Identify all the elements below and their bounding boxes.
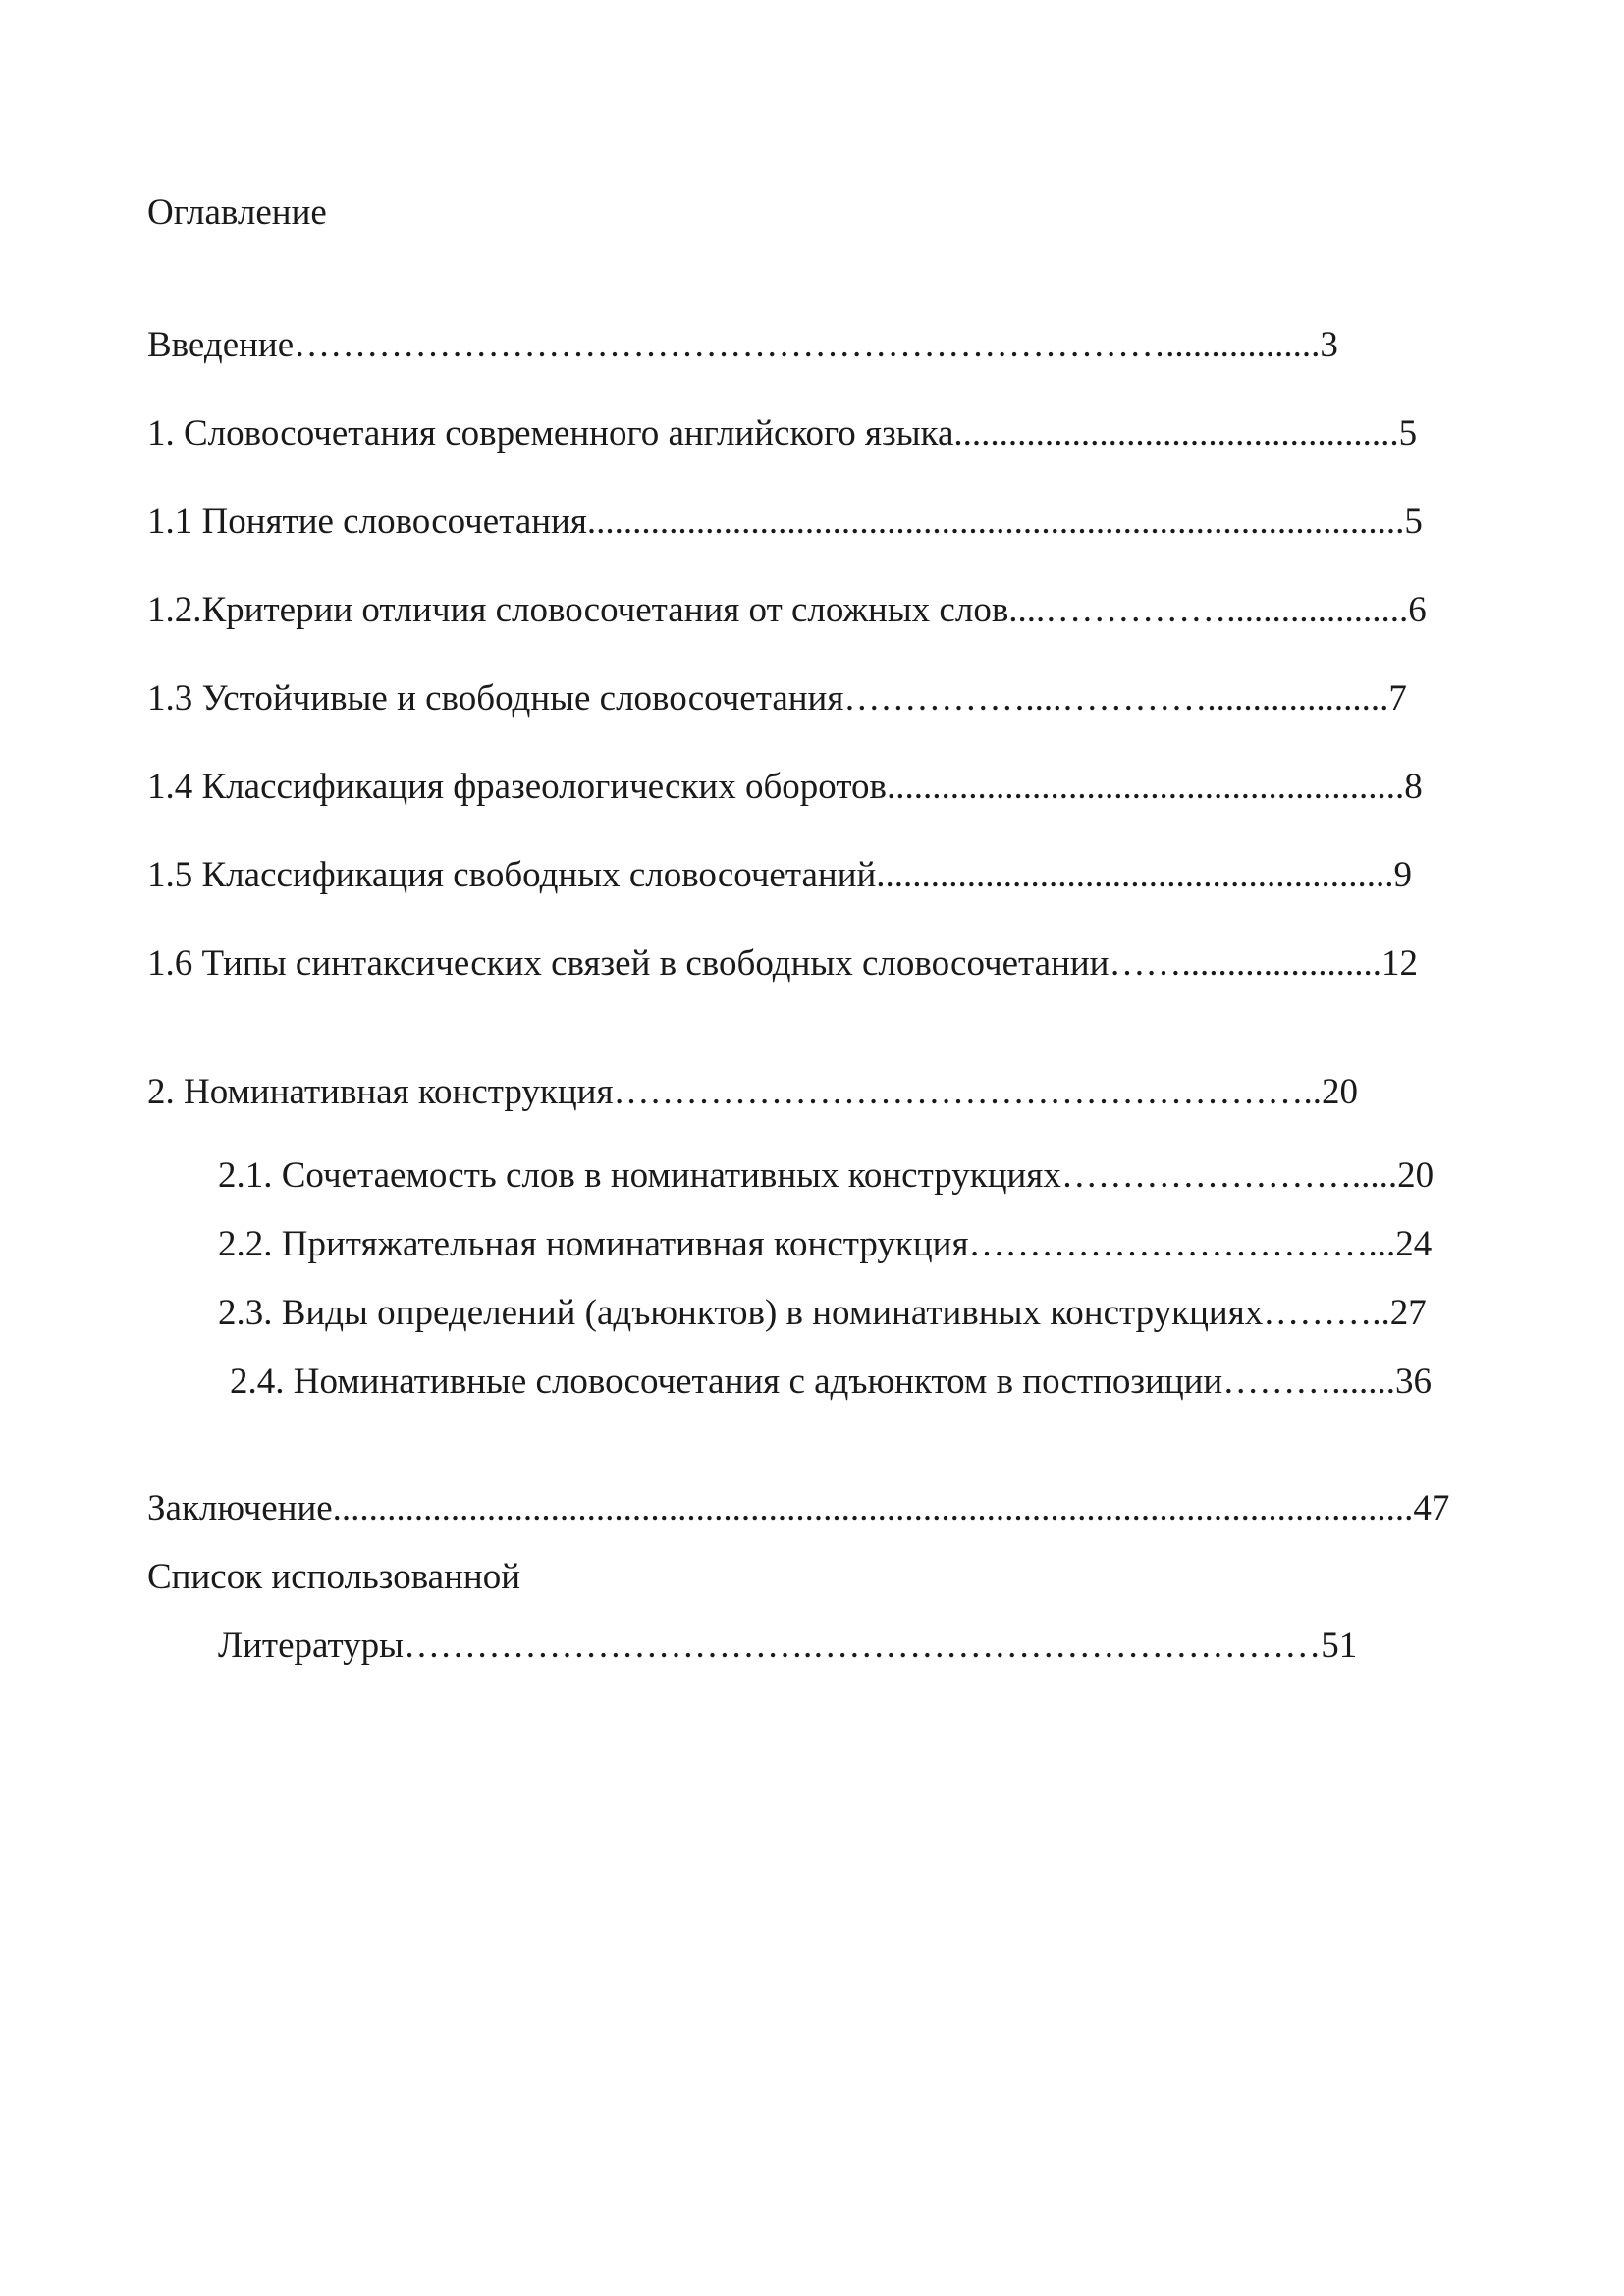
toc-entry-1-1: 1.1 Понятие словосочетания..........................................................................................5 bbox=[147, 502, 1423, 542]
toc-entry-1-4: 1.4 Классификация фразеологических оборотов.........................................................8 bbox=[147, 767, 1423, 807]
toc-entry-bibliography-label: Список использованной bbox=[147, 1557, 521, 1597]
toc-entry-introduction: Введение……………………………………………………………….................3 bbox=[147, 325, 1338, 365]
toc-entry-2-2: 2.2. Притяжательная номинативная конструкция……………………………...24 bbox=[218, 1224, 1433, 1264]
toc-entry-1-2: 1.2.Критерии отличия словосочетания от сложных слов....……………....................6 bbox=[147, 590, 1427, 630]
toc-entry-1-3: 1.3 Устойчивые и свободные словосочетания……………....…………....................7 bbox=[147, 678, 1407, 719]
toc-heading: Оглавление bbox=[147, 192, 327, 233]
toc-entry-1-5: 1.5 Классификация свободных словосочетаний.........................................................9 bbox=[147, 855, 1413, 895]
toc-entry-bibliography: Литературы…………………………….……………………………………51 bbox=[218, 1626, 1358, 1666]
toc-entry-2-1: 2.1. Сочетаемость слов в номинативных конструкциях…………………….....20 bbox=[218, 1155, 1435, 1196]
toc-entry-chapter-1: 1. Словосочетания современного английского языка.................................................5 bbox=[147, 413, 1418, 454]
toc-entry-chapter-2: 2. Номинативная конструкция…………………………………………………..20 bbox=[147, 1072, 1358, 1112]
toc-entry-conclusion: Заключение.......................................................................................................................47 bbox=[147, 1488, 1450, 1528]
toc-entry-2-3: 2.3. Виды определений (адъюнктов) в номинативных конструкциях………..27 bbox=[218, 1293, 1427, 1333]
toc-entry-2-4: 2.4. Номинативные словосочетания с адъюнктом в постпозиции……….......36 bbox=[230, 1362, 1432, 1402]
toc-entry-1-6: 1.6 Типы синтаксических связей в свободных словосочетании……......................12 bbox=[147, 943, 1418, 984]
